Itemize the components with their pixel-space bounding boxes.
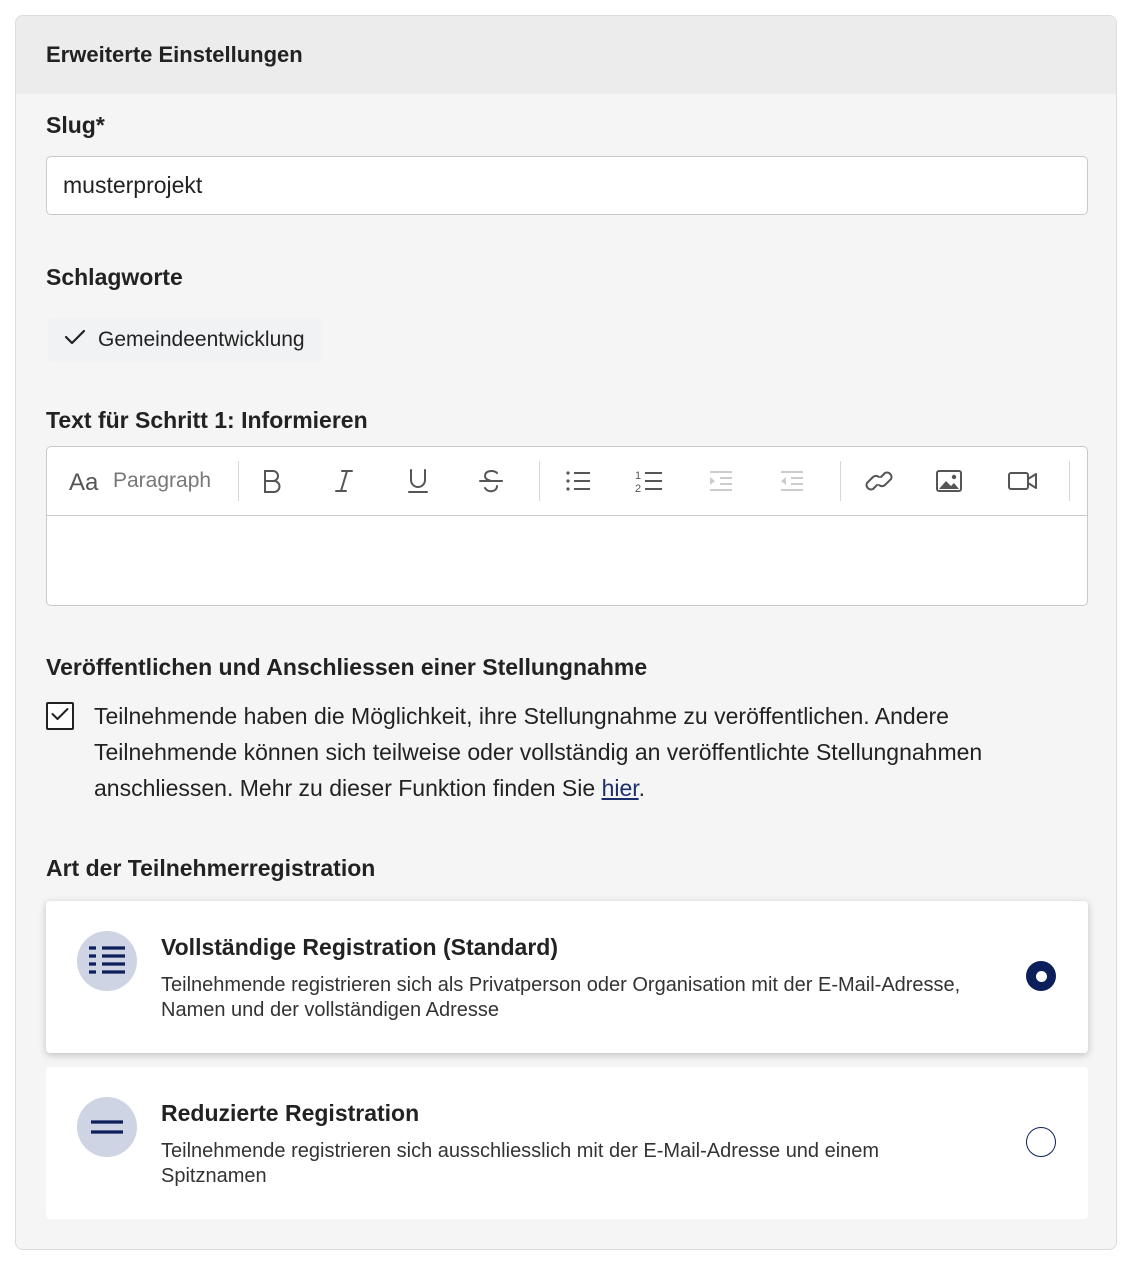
check-icon — [64, 328, 86, 352]
image-button[interactable] — [932, 464, 966, 498]
rich-text-editor — [46, 446, 1088, 606]
strikethrough-button[interactable] — [474, 464, 508, 498]
slug-label: Slug* — [46, 112, 105, 138]
panel-title: Erweiterte Einstellungen — [46, 42, 303, 67]
outdent-button[interactable] — [775, 464, 809, 498]
bold-icon — [261, 468, 283, 494]
strikethrough-icon — [478, 468, 504, 494]
reduced-list-icon — [77, 1097, 137, 1157]
publish-label: Veröffentlichen und Anschliessen einer Stellungnahme — [46, 654, 648, 680]
publish-description-text: Teilnehmende haben die Möglichkeit, ihre Stellungnahme zu veröffentlichen. Andere Teilnehmende können sich teilweise oder vollständig an veröffentlichte Stellungnahmen anschliessen. Mehr zu dieser Funktion finden Sie — [94, 703, 983, 801]
registration-radio-selected[interactable] — [1026, 961, 1056, 991]
svg-text:Aa: Aa — [69, 469, 99, 494]
bulleted-list-button[interactable] — [561, 464, 595, 498]
registration-option-title: Reduzierte Registration — [161, 1100, 420, 1126]
italic-button[interactable] — [327, 464, 361, 498]
registration-label: Art der Teilnehmerregistration — [46, 855, 376, 881]
video-icon — [1008, 470, 1038, 492]
panel-header[interactable] — [16, 16, 1116, 94]
link-icon — [864, 468, 894, 494]
link-button[interactable] — [862, 464, 896, 498]
registration-option-description: Teilnehmende registrieren sich als Privatperson oder Organisation mit der E-Mail-Adresse, Namen und der vollständigen Adresse — [161, 974, 961, 1021]
registration-option-full[interactable] — [46, 901, 1088, 1053]
toolbar-divider — [1069, 461, 1070, 501]
underline-icon — [406, 468, 430, 494]
video-button[interactable] — [1006, 464, 1040, 498]
indent-icon — [708, 469, 734, 493]
numbered-list-button[interactable] — [632, 464, 666, 498]
outdent-icon — [779, 469, 805, 493]
keyword-tag-label: Gemeindeentwicklung — [98, 328, 305, 351]
indent-button[interactable] — [704, 464, 738, 498]
editor-content-area[interactable] — [47, 516, 1087, 606]
paragraph-style-dropdown[interactable] — [69, 464, 219, 498]
registration-option-reduced[interactable] — [46, 1067, 1088, 1219]
advanced-settings-panel — [15, 15, 1117, 1250]
publish-info-link[interactable]: hier — [601, 775, 639, 801]
numbered-list-icon — [635, 468, 663, 494]
svg-text:1: 1 — [635, 470, 642, 482]
svg-text:2: 2 — [635, 483, 642, 494]
slug-input-value: musterprojekt — [63, 172, 203, 198]
bold-button[interactable] — [255, 464, 289, 498]
keywords-label: Schlagworte — [46, 264, 183, 290]
publish-description-end: . — [638, 775, 646, 801]
editor-toolbar — [47, 447, 1087, 516]
registration-radio-unselected[interactable] — [1026, 1127, 1056, 1157]
full-list-icon — [77, 931, 137, 991]
text-style-icon — [69, 468, 103, 494]
publish-checkbox[interactable] — [46, 702, 74, 730]
underline-button[interactable] — [401, 464, 435, 498]
toolbar-divider — [539, 461, 540, 501]
toolbar-divider — [238, 461, 239, 501]
registration-option-description: Teilnehmende registrieren sich ausschliesslich mit der E-Mail-Adresse und einem Spitznamen — [161, 1140, 880, 1187]
bulleted-list-icon — [565, 469, 591, 493]
toolbar-divider — [840, 461, 841, 501]
keyword-tag[interactable] — [48, 318, 321, 362]
paragraph-style-label: Paragraph — [113, 469, 212, 492]
image-icon — [936, 469, 962, 493]
slug-input[interactable] — [46, 156, 1088, 215]
publish-description — [94, 698, 1084, 806]
registration-option-title: Vollständige Registration (Standard) — [161, 934, 558, 960]
italic-icon — [333, 468, 355, 494]
editor-label: Text für Schritt 1: Informieren — [46, 407, 368, 433]
checkmark-icon — [51, 707, 69, 726]
